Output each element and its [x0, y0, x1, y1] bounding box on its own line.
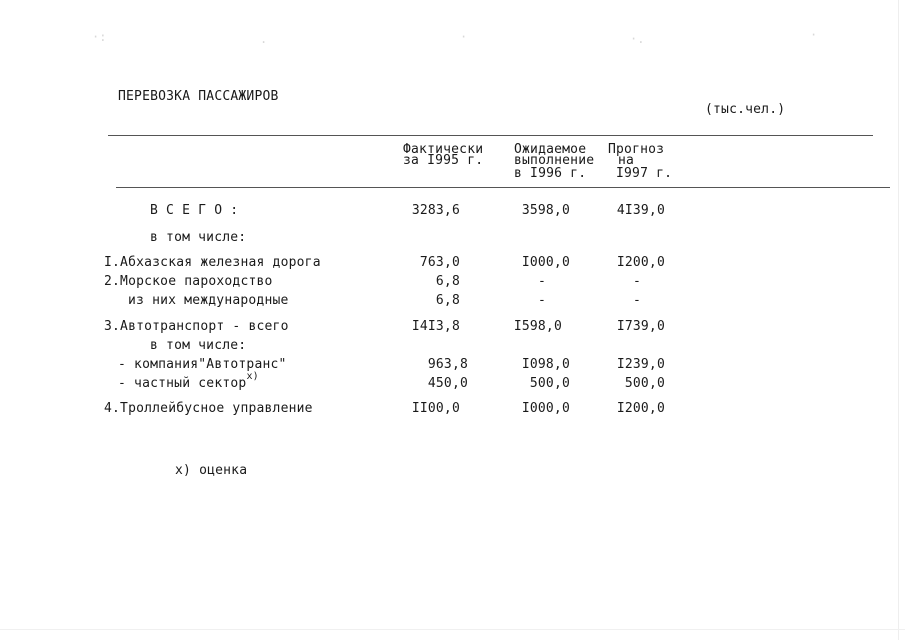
row-label: в том числе:: [150, 338, 247, 353]
cell-expected: -: [538, 274, 547, 289]
header-forecast-line2: на: [618, 153, 635, 168]
cell-forecast: I200,0: [616, 401, 665, 416]
page-edge: [0, 629, 905, 630]
cell-expected: 3598,0: [521, 203, 570, 218]
cell-actual: 763,0: [419, 255, 460, 270]
row-label-text: - частный сектор: [118, 376, 247, 391]
cell-forecast: I739,0: [616, 319, 665, 334]
cell-forecast: -: [633, 274, 642, 289]
cell-actual: II00,0: [411, 401, 460, 416]
cell-forecast: I239,0: [616, 357, 665, 372]
faint-mark: .: [260, 32, 268, 46]
cell-expected: I598,0: [513, 319, 562, 334]
cell-forecast: -: [633, 293, 642, 308]
cell-expected: -: [538, 293, 547, 308]
footnote-mark: x): [246, 371, 259, 382]
faint-mark: ·: [460, 30, 468, 44]
header-forecast-line3: I997 г.: [616, 166, 673, 181]
header-expected-line3: в I996 г.: [514, 166, 587, 181]
cell-forecast: 500,0: [624, 376, 665, 391]
row-label: В С Е Г О :: [150, 203, 239, 218]
cell-forecast: I200,0: [616, 255, 665, 270]
table-top-rule: [108, 135, 873, 136]
row-label: - компания"Автотранс": [118, 357, 287, 372]
header-forecast-line1: Прогноз: [608, 142, 665, 157]
doc-title: ПЕРЕВОЗКА ПАССАЖИРОВ: [118, 89, 279, 104]
row-label: 2.Морское пароходство: [104, 274, 273, 289]
table-header-rule: [116, 187, 890, 188]
footnote: x) оценка: [175, 463, 248, 478]
row-label: 3.Автотранспорт - всего: [104, 319, 289, 334]
row-label: 4.Троллейбусное управление: [104, 401, 313, 416]
page-edge: [898, 0, 899, 640]
units-label: (тыс.чел.): [705, 102, 786, 117]
faint-mark: ·:: [92, 30, 107, 44]
cell-actual: 963,8: [427, 357, 468, 372]
row-label: из них международные: [128, 293, 289, 308]
header-expected-line2: выполнение: [514, 153, 595, 168]
cell-actual: 3283,6: [411, 203, 460, 218]
cell-actual: 450,0: [427, 376, 468, 391]
cell-expected: I098,0: [521, 357, 570, 372]
row-label: [118, 371, 259, 392]
faint-mark: ·.: [630, 32, 645, 46]
row-label: в том числе:: [150, 230, 247, 245]
cell-actual: I4I3,8: [411, 319, 460, 334]
row-label: I.Абхазская железная дорога: [104, 255, 321, 270]
faint-mark: ·: [810, 28, 818, 42]
header-expected-line1: Ожидаемое: [514, 142, 587, 157]
cell-expected: I000,0: [521, 255, 570, 270]
cell-forecast: 4I39,0: [616, 203, 665, 218]
cell-expected: I000,0: [521, 401, 570, 416]
header-actual-line2: за I995 г.: [403, 153, 484, 168]
header-actual-line1: Фактически: [403, 142, 484, 157]
cell-actual: 6,8: [435, 293, 460, 308]
cell-actual: 6,8: [435, 274, 460, 289]
cell-expected: 500,0: [529, 376, 570, 391]
